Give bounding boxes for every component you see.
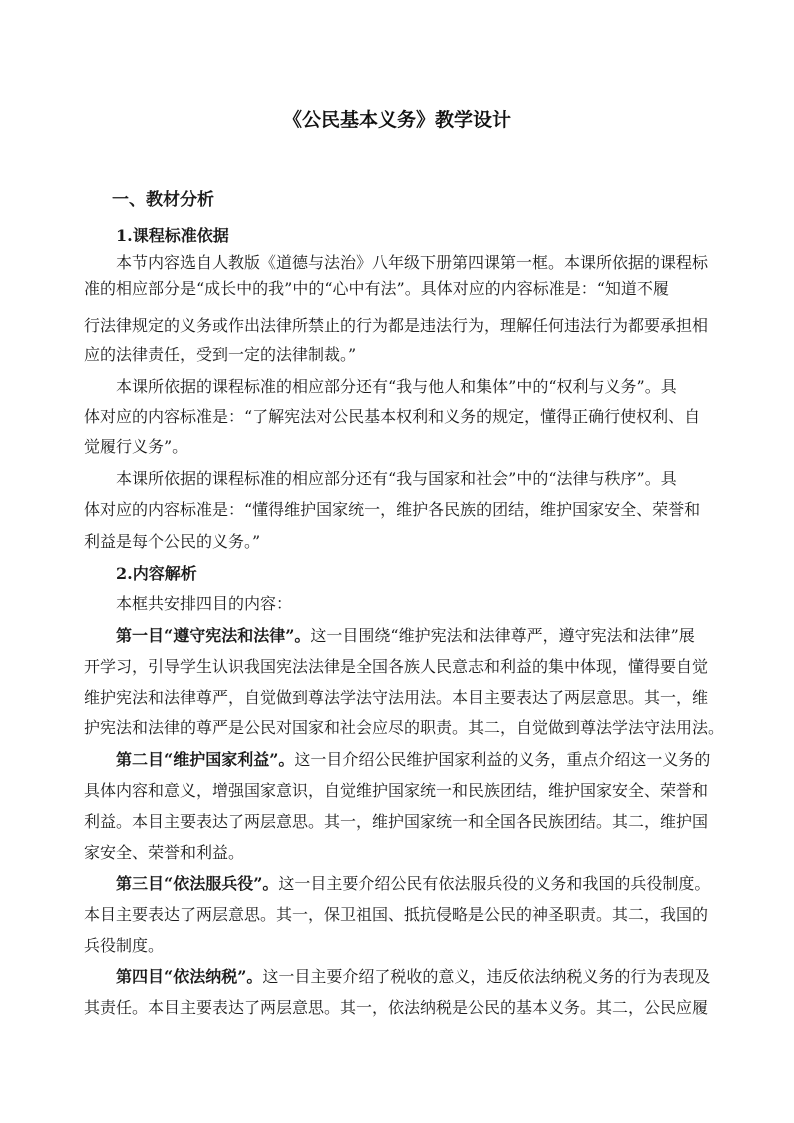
paragraph-line: 利益。本目主要表达了两层意思。其一，维护国家统一和全国各民族团结。其二，维护国 (84, 812, 709, 831)
paragraph-line: 其责任。本目主要表达了两层意思。其一，依法纳税是公民的基本义务。其二，公民应履 (84, 998, 709, 1017)
paragraph-line: 利益是每个公民的义务。” (84, 532, 261, 551)
subheading-curriculum-basis: 1.课程标准依据 (116, 226, 229, 245)
item-text: 这一目主要介绍了税收的意义，违反依法纳税义务的行为表现及 (262, 967, 711, 986)
document-title: 《公民基本义务》教学设计 (282, 109, 511, 131)
paragraph-line: 应的法律责任，受到一定的法律制裁。” (84, 345, 357, 364)
paragraph-line: 本课所依据的课程标准的相应部分还有“我与他人和集体”中的“权利与义务”。具 (116, 377, 677, 396)
paragraph-line: 护宪法和法律的尊严是公民对国家和社会应尽的职责。其二，自觉做到尊法学法守法用法。 (84, 718, 725, 737)
paragraph-line: 兵役制度。 (84, 936, 165, 955)
paragraph-line: 本节内容选自人教版《道德与法治》八年级下册第四课第一框。本课所依据的课程标 (116, 253, 709, 272)
subheading-content-analysis: 2.内容解析 (116, 564, 197, 583)
item-label: 第四目“依法纳税”。 (116, 967, 263, 986)
paragraph-line: 本课所依据的课程标准的相应部分还有“我与国家和社会”中的“法律与秩序”。具 (116, 469, 677, 488)
paragraph-line: 觉履行义务”。 (84, 437, 189, 456)
content-item-line (116, 750, 756, 770)
item-text: 这一目围绕“维护宪法和法律尊严，遵守宪法和法律”展 (310, 626, 695, 645)
paragraph-line: 开学习，引导学生认识我国宪法法律是全国各族人民意志和利益的集中体现，懂得要自觉 (84, 657, 709, 676)
content-item-line (116, 626, 756, 646)
paragraph-line: 本目主要表达了两层意思。其一，保卫祖国、抵抗侵略是公民的神圣职责。其二，我国的 (84, 905, 709, 924)
paragraph-line: 准的相应部分是“成长中的我”中的“心中有法”。具体对应的内容标准是：“知道不履 (84, 279, 669, 298)
paragraph-line: 行法律规定的义务或作出法律所禁止的行为都是违法行为，理解任何违法行为都要承担相 (84, 316, 709, 335)
paragraph-line: 家安全、荣誉和利益。 (84, 843, 245, 862)
paragraph-line: 体对应的内容标准是：“了解宪法对公民基本权利和义务的规定，懂得正确行使权利、自 (84, 407, 701, 426)
content-item-line (116, 874, 756, 894)
paragraph-line: 本框共安排四目的内容： (116, 594, 293, 613)
paragraph-line: 维护宪法和法律尊严，自觉做到尊法学法守法用法。本目主要表达了两层意思。其一，维 (84, 688, 709, 707)
item-label: 第三目“依法服兵役”。 (116, 874, 279, 893)
section-heading-textbook-analysis: 一、教材分析 (112, 190, 214, 210)
item-text: 这一目介绍公民维护国家利益的义务，重点介绍这一义务的 (294, 750, 711, 769)
item-text: 这一目主要介绍公民有依法服兵役的义务和我国的兵役制度。 (278, 874, 711, 893)
item-label: 第一目“遵守宪法和法律”。 (116, 626, 311, 645)
content-item-line (116, 967, 756, 987)
paragraph-line: 体对应的内容标准是：“懂得维护国家统一，维护各民族的团结，维护国家安全、荣誉和 (84, 500, 701, 519)
item-label: 第二目“维护国家利益”。 (116, 750, 295, 769)
paragraph-line: 具体内容和意义，增强国家意识，自觉维护国家统一和民族团结，维护国家安全、荣誉和 (84, 781, 709, 800)
